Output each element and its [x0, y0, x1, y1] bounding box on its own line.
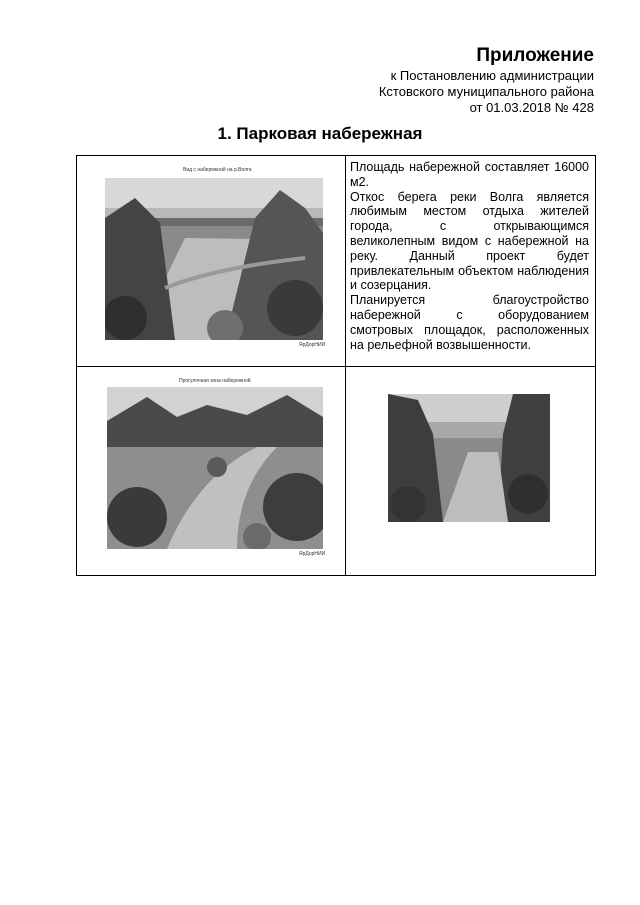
slide-1 [77, 156, 345, 366]
embankment-photo-3 [388, 394, 550, 522]
appendix-line-1: к Постановлению администрации [390, 68, 594, 83]
description-paragraph-2: Откос берега реки Волга является любимым местом отдыха жителей города, с открывающимся великолепным видом с набережной на реку. Данный проект будет привлекательным объектом наблюдения и созерцания. [350, 189, 589, 293]
embankment-photo-1 [105, 178, 323, 340]
photo-cell [346, 367, 596, 576]
section-title: 1. Парковая набережная [217, 124, 423, 143]
project-table [76, 155, 596, 576]
embankment-photo-2 [107, 387, 323, 549]
slide-1-mark: ЯрДорНИИ [299, 342, 326, 348]
appendix-line-3: от 01.03.2018 № 428 [469, 100, 594, 115]
appendix-title: Приложение [476, 45, 594, 66]
slide-cell-1 [77, 156, 346, 367]
description-paragraph-1: Площадь набережной составляет 16000 м2. [350, 160, 589, 189]
photo-frame [346, 367, 595, 575]
slide-2 [77, 367, 345, 575]
description-cell [346, 156, 596, 367]
slide-2-caption: Прогулочная зона набережной [179, 378, 251, 384]
appendix-header [379, 44, 594, 116]
slide-2-mark: ЯрДорНИИ [299, 551, 326, 557]
slide-cell-2 [77, 367, 346, 576]
slide-1-caption: Вид с набережной на р.Волга [183, 167, 252, 173]
description-paragraph-3: Планируется благоустройство набережной с оборудованием смотровых площадок, расположенных на рельефной возвышенности. [350, 293, 589, 352]
appendix-line-2: Кстовского муниципального района [378, 84, 594, 99]
project-description [346, 156, 595, 352]
